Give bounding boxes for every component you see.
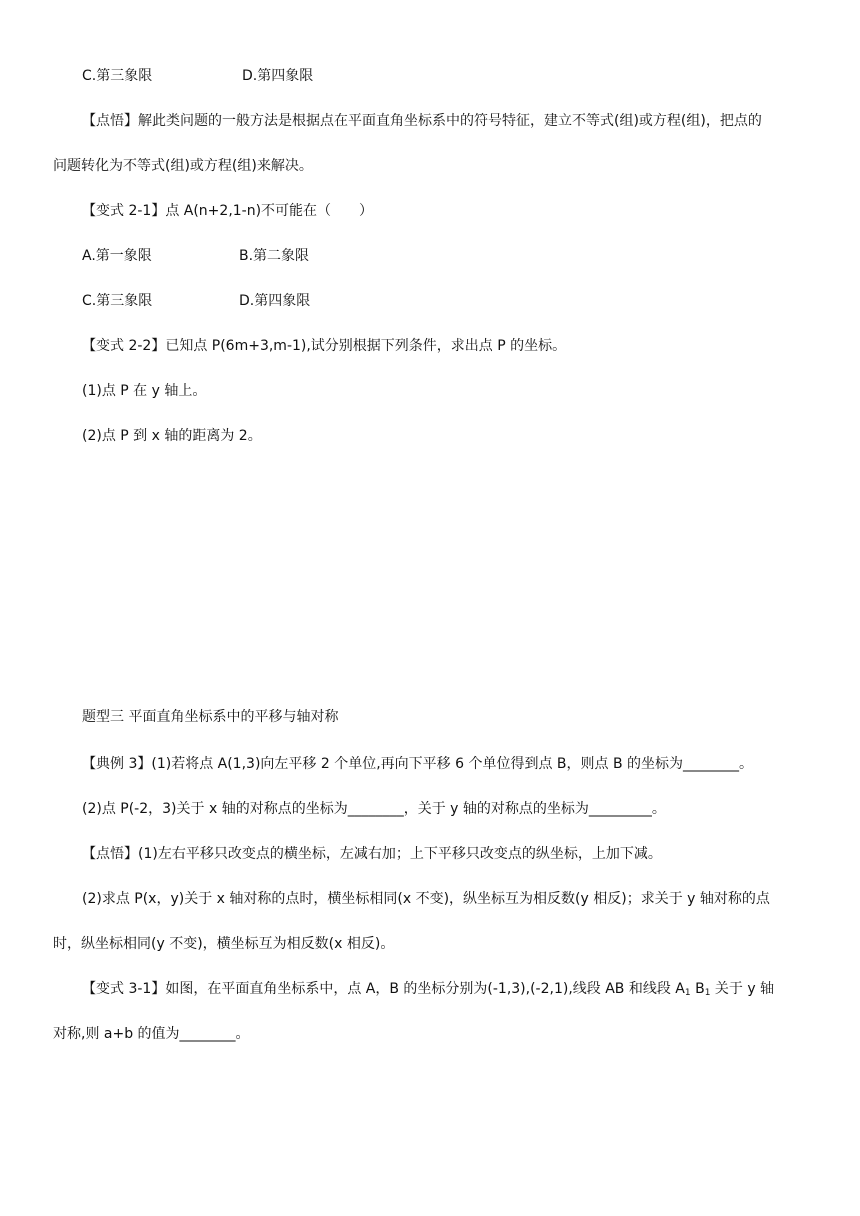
option-d: D.第四象限 xyxy=(242,68,314,84)
variant-2-2-part-1: (1)点 P 在 y 轴上。 xyxy=(82,383,207,399)
variant-2-1-question: 【变式 2-1】点 A(n+2,1-n)不可能在（ ） xyxy=(82,203,374,219)
variant-2-2-question: 【变式 2-2】已知点 P(6m+3,m-1),试分别根据下列条件，求出点 P 的坐标。 xyxy=(82,338,567,354)
example-3-line-2: (2)点 P(-2，3)关于 x 轴的对称点的坐标为________，关于 y 轴的对称点的坐标为_________。 xyxy=(82,801,666,817)
variant-3-1-text-b: B xyxy=(690,981,705,997)
subscript-1: 1 xyxy=(684,988,691,998)
tip-paragraph-line-1: 【点悟】解此类问题的一般方法是根据点在平面直角坐标系中的符号特征，建立不等式(组)或方程(组)，把点的 xyxy=(82,113,762,129)
tip-3-line-2: (2)求点 P(x，y)关于 x 轴对称的点时，横坐标相同(x 不变)，纵坐标互为相反数(y 相反)；求关于 y 轴对称的点 xyxy=(82,891,770,907)
option-b: B.第二象限 xyxy=(239,248,310,264)
subscript-1: 1 xyxy=(704,988,711,998)
options-c-d xyxy=(82,66,313,86)
variant-2-1-options-a-b xyxy=(82,246,309,266)
option-a: A.第一象限 xyxy=(82,248,152,264)
variant-2-1-options-c-d xyxy=(82,291,310,311)
variant-3-1-line-2: 对称,则 a+b 的值为________。 xyxy=(53,1026,250,1042)
option-c: C.第三象限 xyxy=(82,293,153,309)
tip-paragraph-line-2: 问题转化为不等式(组)或方程(组)来解决。 xyxy=(53,158,313,174)
section-3-title: 题型三 平面直角坐标系中的平移与轴对称 xyxy=(82,709,339,725)
example-3-line-1: 【典例 3】(1)若将点 A(1,3)向左平移 2 个单位,再向下平移 6 个单位得到点 B，则点 B 的坐标为________。 xyxy=(82,756,754,772)
option-c: C.第三象限 xyxy=(82,68,153,84)
variant-2-2-part-2: (2)点 P 到 x 轴的距离为 2。 xyxy=(82,428,262,444)
variant-3-1-text-c: 关于 y 轴 xyxy=(710,981,775,997)
variant-3-1-text-a: 【变式 3-1】如图，在平面直角坐标系中，点 A，B 的坐标分别为(-1,3),(-2,1),线段 AB 和线段 A xyxy=(82,981,685,997)
tip-3-line-3: 时，纵坐标相同(y 不变)，横坐标互为相反数(x 相反)。 xyxy=(53,936,395,952)
tip-3-line-1: 【点悟】(1)左右平移只改变点的横坐标，左减右加；上下平移只改变点的纵坐标，上加下减。 xyxy=(82,846,662,862)
option-d: D.第四象限 xyxy=(239,293,311,309)
variant-3-1-line-1 xyxy=(82,979,774,1003)
